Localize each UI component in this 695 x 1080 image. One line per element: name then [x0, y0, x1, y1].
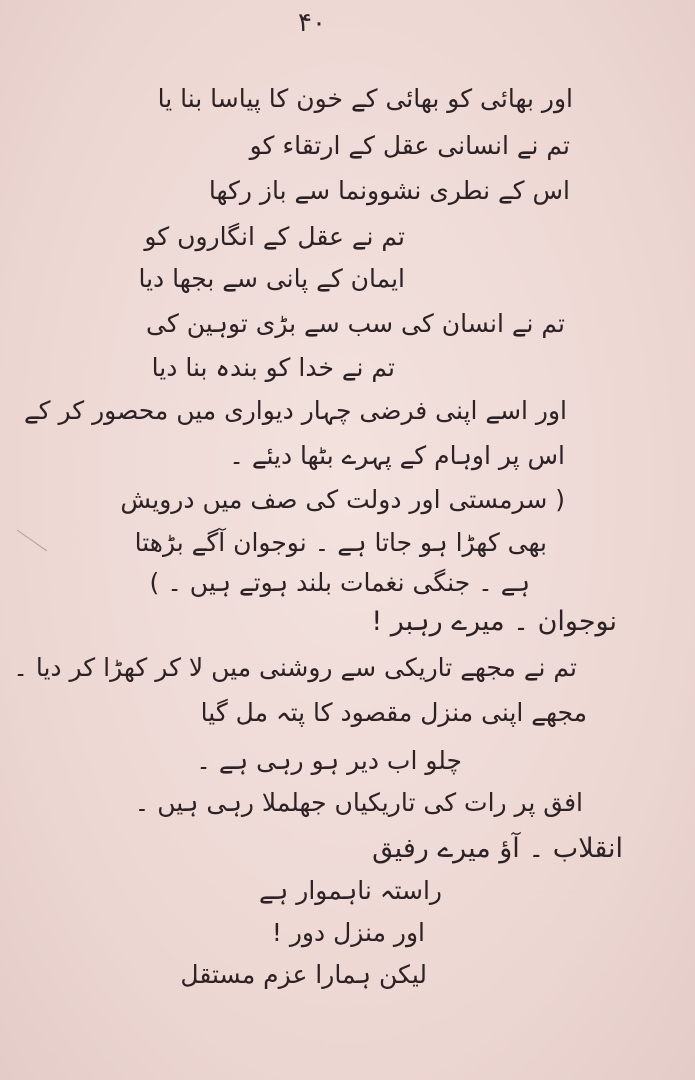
text-line: مجھے اپنی منزل مقصود کا پتہ مل گیا: [200, 698, 587, 727]
text-line: تم نے مجھے تاریکی سے روشنی میں لا کر کھڑا کر دیا ۔: [13, 653, 577, 682]
stage-direction-line: ہے ۔ جنگی نغمات بلند ہوتے ہیں ۔ ): [149, 568, 530, 597]
text-line: تم نے انسانی عقل کے ارتقاء کو: [249, 131, 570, 160]
text-line: تم نے عقل کے انگاروں کو: [144, 222, 405, 251]
page-number: ۴۰: [298, 8, 326, 38]
margin-pen-mark: [17, 530, 47, 551]
speaker-line-revolution: انقلاب ۔ آؤ میرے رفیق: [372, 833, 623, 864]
text-line: اور بھائی کو بھائی کے خون کا پیاسا بنا یا: [157, 84, 573, 113]
text-line: تم نے انسان کی سب سے بڑی توہین کی: [146, 309, 565, 338]
speaker-line-youth: نوجوان ۔ میرے رہبر !: [371, 606, 617, 637]
stage-direction-line: بھی کھڑا ہو جاتا ہے ۔ نوجوان آگے بڑھتا: [134, 528, 547, 557]
text-line: راستہ ناہموار ہے: [259, 876, 442, 905]
text-line: چلو اب دیر ہو رہی ہے ۔: [196, 746, 462, 775]
text-line: افق پر رات کی تاریکیاں جھلملا رہی ہیں ۔: [134, 788, 583, 817]
stage-direction-line: ( سرمستی اور دولت کی صف میں درویش: [120, 485, 565, 514]
text-line: اس پر اوہام کے پہرے بٹھا دیئے ۔: [229, 441, 565, 470]
text-line: اس کے نطری نشوونما سے باز رکھا: [208, 176, 570, 205]
text-line: تم نے خدا کو بندہ بنا دیا: [151, 353, 395, 382]
text-line: اور اسے اپنی فرضی چہار دیواری میں محصور کر کے: [23, 396, 567, 425]
text-line: اور منزل دور !: [271, 918, 425, 947]
text-line: ایمان کے پانی سے بجھا دیا: [138, 264, 405, 293]
text-line: لیکن ہمارا عزم مستقل: [180, 960, 427, 989]
